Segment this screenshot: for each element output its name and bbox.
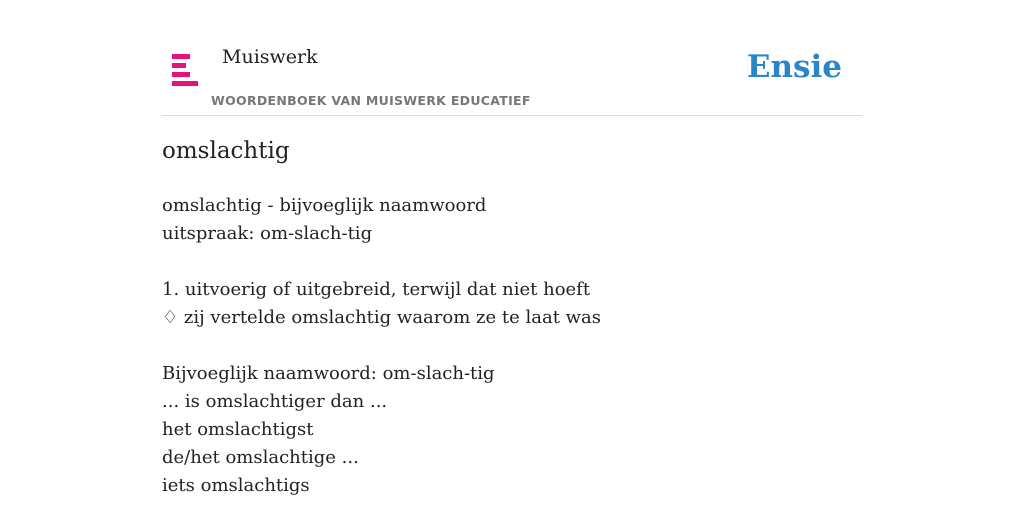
dictionary-card: [162, 0, 862, 512]
entry-line-example: ♢ zij vertelde omslachtig waarom ze te laat was: [162, 307, 602, 328]
entry-line-partitive-form: iets omslachtigs: [162, 475, 310, 496]
entry-line-pronunciation: uitspraak: om-slach-tig: [162, 223, 373, 244]
header: [162, 0, 862, 116]
brand-name[interactable]: Muiswerk: [222, 46, 318, 68]
entry-line-comparative: ... is omslachtiger dan ...: [162, 391, 388, 412]
entry-line-inflected-form: de/het omslachtige ...: [162, 447, 359, 468]
word-title: omslachtig: [162, 138, 290, 164]
entry-line-inflection-header: Bijvoeglijk naamwoord: om-slach-tig: [162, 363, 495, 384]
entry-line-superlative: het omslachtigst: [162, 419, 314, 440]
brand-subtitle: WOORDENBOEK VAN MUISWERK EDUCATIEF: [211, 93, 531, 108]
entry-line-blank: [162, 332, 601, 360]
entry-line-blank: [162, 248, 601, 276]
entry-line-word-type: omslachtig - bijvoeglijk naamwoord: [162, 195, 487, 216]
muiswerk-logo-icon[interactable]: [172, 54, 202, 88]
entry-line-definition: 1. uitvoerig of uitgebreid, terwijl dat niet hoeft: [162, 279, 591, 300]
entry-body: [162, 192, 601, 500]
ensie-logo-link[interactable]: Ensie: [746, 49, 842, 85]
